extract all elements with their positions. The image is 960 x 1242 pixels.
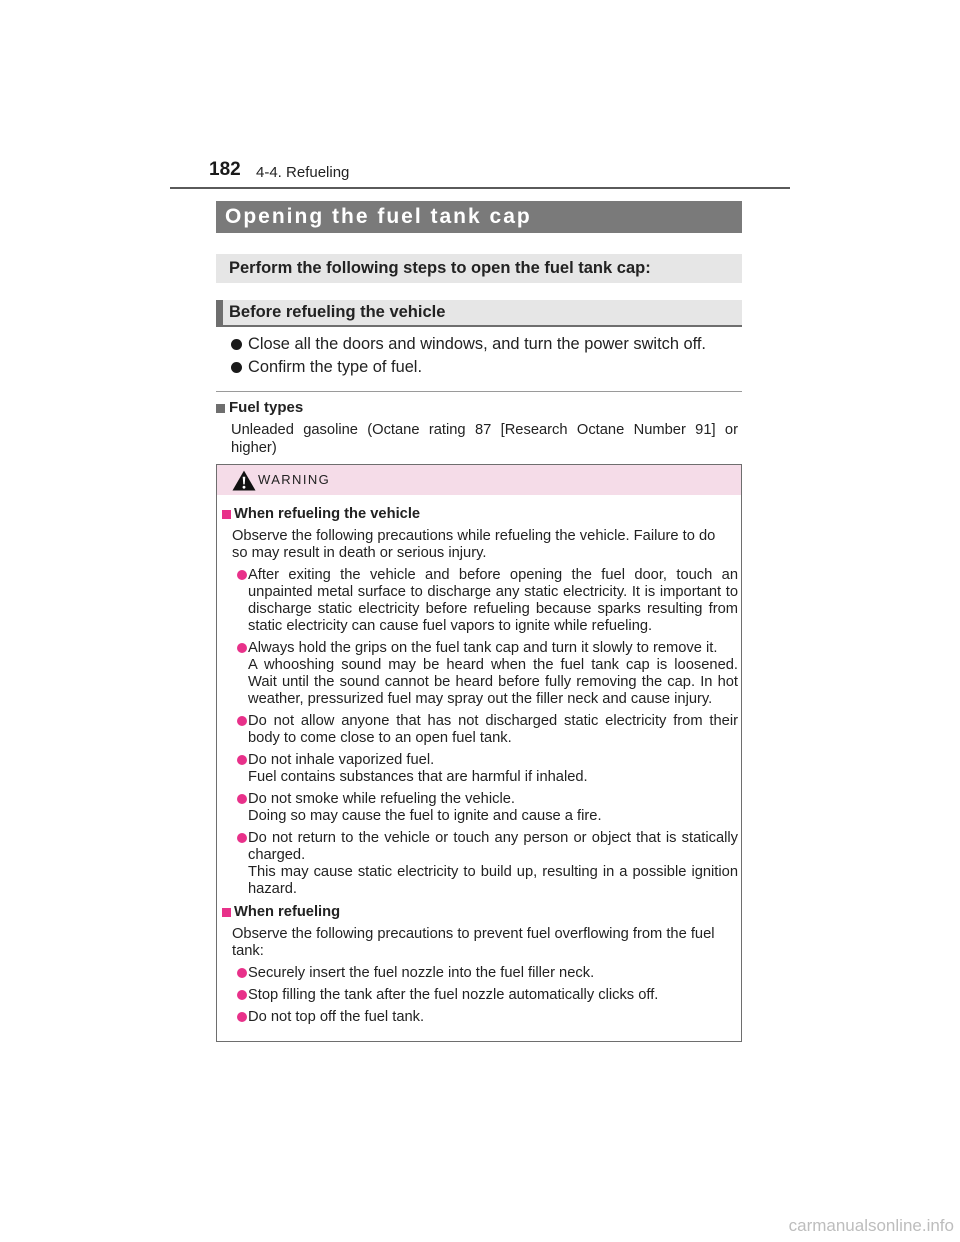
text-line: Do not top off the fuel tank. — [248, 1008, 425, 1025]
watermark: carmanualsonline.info — [788, 1216, 954, 1235]
list-item — [217, 1009, 738, 1026]
text-line: This may cause static electricity to build up, resulting in a possible ignition — [248, 863, 738, 880]
list-item — [230, 356, 742, 379]
square-bullet-icon — [222, 908, 231, 917]
intro-box: Perform the following steps to open the fuel tank cap: — [216, 254, 742, 283]
list-item — [217, 987, 738, 1004]
fuel-types-paragraph — [231, 421, 738, 457]
bullet-icon — [231, 362, 242, 373]
bullet-icon — [237, 968, 247, 978]
text-line: tank: — [232, 942, 264, 959]
subheading-before-refueling: Before refueling the vehicle — [216, 300, 742, 327]
fuel-types-heading-text: Fuel types — [229, 399, 304, 416]
warning-section-intro — [217, 926, 738, 960]
section-divider — [216, 391, 742, 392]
list-item — [217, 830, 738, 898]
bullet-icon — [237, 716, 247, 726]
page-title: Opening the fuel tank cap — [216, 201, 742, 233]
text-line: body to come close to an open fuel tank. — [248, 729, 512, 746]
text-line: static electricity can cause fuel vapors to ignite while refueling. — [248, 617, 653, 634]
list-item — [217, 713, 738, 747]
bullet-icon — [237, 833, 247, 843]
text-line: weather, pressurized fuel may spray out the filler neck and cause injury. — [248, 690, 713, 707]
fuel-types-heading — [216, 399, 303, 417]
text-line: Observe the following precautions to prevent fuel overflowing from the fuel — [232, 925, 715, 942]
warning-section-heading — [217, 506, 738, 523]
warning-section-intro — [217, 528, 738, 562]
header-rule — [170, 187, 790, 189]
list-item — [217, 752, 738, 786]
list-item — [217, 791, 738, 825]
text-line: Do not return to the vehicle or touch any person or object that is statically — [248, 829, 738, 846]
bullet-icon — [237, 990, 247, 1000]
bullet-icon — [231, 339, 242, 350]
text-line: A whooshing sound may be heard when the fuel tank cap is loosened. — [248, 656, 738, 673]
text-line: Do not allow anyone that has not discharged static electricity from their — [248, 712, 738, 729]
text-line: Unleaded gasoline (Octane rating 87 [Research Octane Number 91] or — [231, 422, 738, 438]
text-line: hazard. — [248, 880, 297, 897]
text-line: Observe the following precautions while refueling the vehicle. Failure to do — [232, 527, 716, 544]
square-bullet-icon — [222, 510, 231, 519]
warning-label: WARNING — [258, 472, 331, 487]
text-line: Doing so may cause the fuel to ignite and cause a fire. — [248, 807, 602, 824]
list-item — [230, 333, 742, 356]
bullet-icon — [237, 755, 247, 765]
warning-section-heading-text: When refueling the vehicle — [234, 505, 421, 522]
section-title: 4-4. Refueling — [256, 164, 350, 181]
list-item — [217, 567, 738, 635]
step-text: Close all the doors and windows, and turn the power switch off. — [248, 335, 706, 353]
bullet-icon — [237, 794, 247, 804]
warning-box — [216, 464, 742, 1042]
list-item — [217, 640, 738, 708]
text-line: Do not smoke while refueling the vehicle. — [248, 790, 515, 807]
text-line: After exiting the vehicle and before opening the fuel door, touch an — [248, 566, 738, 583]
warning-section-heading-text: When refueling — [234, 903, 341, 920]
warning-header — [217, 465, 741, 495]
square-bullet-icon — [216, 404, 225, 413]
step-text: Confirm the type of fuel. — [248, 358, 423, 376]
text-line: unpainted metal surface to discharge any static electricity. It is important to — [248, 583, 738, 600]
text-line: discharge static electricity before refueling because sparks resulting from — [248, 600, 738, 617]
text-line: Wait until the sound cannot be heard before fully removing the cap. In hot — [248, 673, 738, 690]
steps-list — [230, 333, 742, 379]
warning-section-heading — [217, 904, 738, 921]
warning-triangle-icon — [232, 470, 256, 491]
bullet-icon — [237, 643, 247, 653]
bullet-icon — [237, 570, 247, 580]
text-line: Stop filling the tank after the fuel nozzle automatically clicks off. — [248, 986, 659, 1003]
page-number: 182 — [209, 159, 241, 180]
text-line: higher) — [231, 440, 277, 456]
text-line: charged. — [248, 846, 306, 863]
bullet-icon — [237, 1012, 247, 1022]
list-item — [217, 965, 738, 982]
warning-body — [217, 495, 741, 1041]
text-line: Fuel contains substances that are harmful if inhaled. — [248, 768, 588, 785]
text-line: so may result in death or serious injury. — [232, 544, 487, 561]
text-line: Always hold the grips on the fuel tank cap and turn it slowly to remove it. — [248, 639, 718, 656]
text-line: Securely insert the fuel nozzle into the fuel filler neck. — [248, 964, 595, 981]
text-line: Do not inhale vaporized fuel. — [248, 751, 435, 768]
